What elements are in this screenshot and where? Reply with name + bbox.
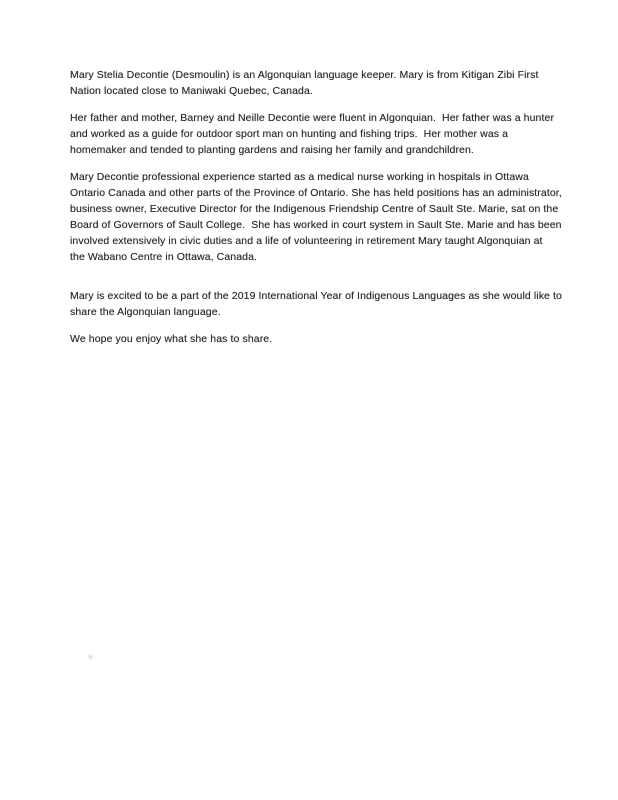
text-line: Mary is excited to be a part of the 2019 International Year of Indigenous Languages as she would like to: [70, 290, 562, 302]
text-line: Her father and mother, Barney and Neille Decontie were fluent in Algonquian. Her father was a hunter: [70, 112, 555, 124]
text-line: Nation located close to Maniwaki Quebec, Canada.: [70, 85, 313, 97]
text-line: share the Algonquian language.: [70, 306, 221, 318]
paragraph: [70, 110, 560, 158]
paragraph: [70, 331, 560, 347]
text-line: Mary Decontie professional experience started as a medical nurse working in hospitals in Ottawa: [70, 171, 529, 183]
text-line: Ontario Canada and other parts of the Province of Ontario. She has held positions has an administrator,: [70, 187, 562, 199]
document-body: [70, 67, 560, 358]
text-line: homemaker and tended to planting gardens and raising her family and grandchildren.: [70, 144, 474, 156]
scan-smudge-artifact: [88, 655, 93, 659]
text-line: business owner, Executive Director for the Indigenous Friendship Centre of Sault Ste. Marie, sat on the: [70, 203, 559, 215]
text-line: We hope you enjoy what she has to share.: [70, 333, 273, 345]
text-line: and worked as a guide for outdoor sport man on hunting and fishing trips. Her mother was a: [70, 128, 509, 140]
text-line: Board of Governors of Sault College. She has worked in court system in Sault Ste. Marie and has been: [70, 219, 562, 231]
paragraph: [70, 67, 560, 99]
text-line: Mary Stelia Decontie (Desmoulin) is an Algonquian language keeper. Mary is from Kitigan Zibi First: [70, 69, 539, 81]
paragraph: [70, 288, 560, 320]
text-line: the Wabano Centre in Ottawa, Canada.: [70, 251, 258, 263]
paragraph: [70, 169, 560, 265]
text-line: involved extensively in civic duties and a life of volunteering in retirement Mary taught Algonquian at: [70, 235, 543, 247]
